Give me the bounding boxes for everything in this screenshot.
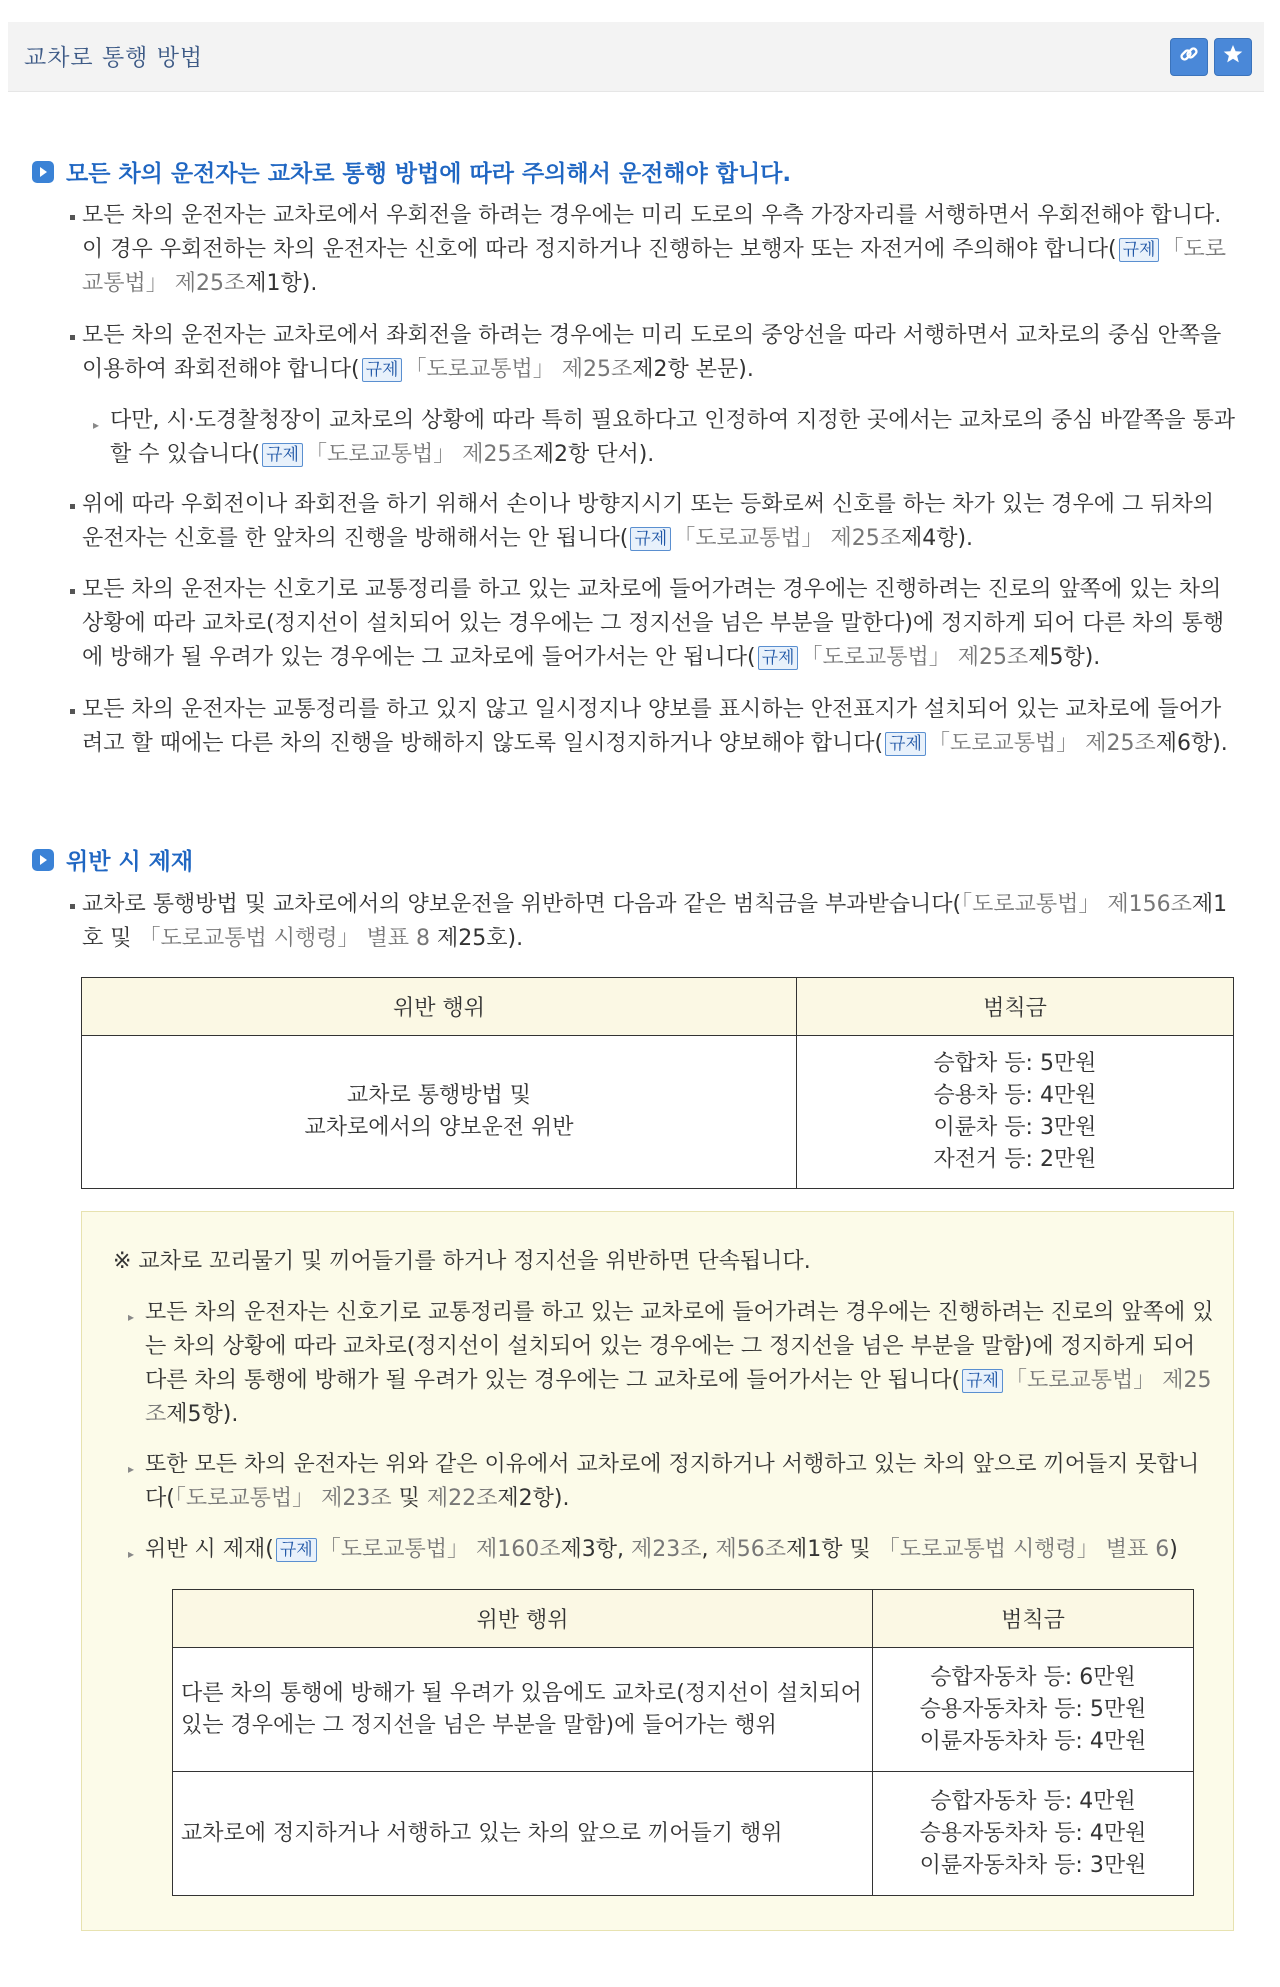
fine-table (81, 977, 1234, 1189)
law-link[interactable]: 「도로교통법」 제25조 (145, 1368, 1212, 1427)
link-button[interactable] (1170, 38, 1208, 76)
law-link[interactable]: 「도로교통법 시행령」 별표 6 (877, 1537, 1170, 1562)
list-item: 위에 따라 우회전이나 좌회전을 하기 위해서 손이나 방향지시기 또는 등화로써 신호를 하는 차가 있는 경우에 그 뒤차의 운전자는 신호를 한 앞차의 진행을 방해해서는 안 됩니다( 규제 「도로교통법」 제25조제4항). (82, 492, 1214, 551)
page-title: 교차로 통행 방법 (24, 45, 204, 71)
fine-cell: 승합자동차 등: 6만원 승용자동차차 등: 5만원 이륜자동차차 등: 4만원 (873, 1648, 1194, 1772)
law-link[interactable]: 제23조 (630, 1537, 702, 1562)
table-header-row (82, 978, 1234, 1036)
list-item: 교차로 통행방법 및 교차로에서의 양보운전을 위반하면 다음과 같은 범칙금을 부과받습니다(「도로교통법」 제156조제1호 및 「도로교통법 시행령」 별표 8 제25호). (82, 892, 1228, 951)
bullet-icon (70, 709, 75, 714)
sub-arrow-icon: ▸ (128, 1462, 135, 1476)
table-row (82, 1036, 1234, 1189)
list-item: 모든 차의 운전자는 교통정리를 하고 있지 않고 일시정지나 양보를 표시하는 안전표지가 설치되어 있는 교차로에 들어가려고 할 때에는 다른 차의 진행을 방해하지 않도록 일시정지하거나 양보해야 합니다( 규제 「도로교통법」 제25조제6항). (82, 697, 1228, 756)
note-item: 모든 차의 운전자는 신호기로 교통정리를 하고 있는 교차로에 들어가려는 경우에는 진행하려는 진로의 앞쪽에 있는 차의 상황에 따라 교차로(정지선이 설치되어 있는 경우에는 그 정지선을 넘은 부분을 말함)에 정지하게 되어 다른 차의 통행에 방해가 될 우려가 있는 경우에는 그 교차로에 들어가서는 안 됩니다( 규제 「도로교통법」 제25조제5항). (145, 1300, 1214, 1427)
note-title: ※ 교차로 꼬리물기 및 끼어들기를 하거나 정지선을 위반하면 단속됩니다. (113, 1249, 811, 1274)
fine-cell: 승합자동차 등: 4만원 승용자동차차 등: 4만원 이륜자동차차 등: 3만원 (873, 1772, 1194, 1896)
favorite-button[interactable] (1214, 38, 1252, 76)
regulation-badge[interactable]: 규제 (262, 443, 303, 467)
law-link[interactable]: 「도로교통법」 제160조 (318, 1537, 561, 1562)
law-link[interactable]: 「도로교통법」 제25조 (800, 645, 1029, 670)
regulation-badge[interactable]: 규제 (1119, 238, 1160, 262)
violation-cell: 다른 차의 통행에 방해가 될 우려가 있음에도 교차로(정지선이 설치되어 있는 경우에는 그 정지선을 넘은 부분을 말함)에 들어가는 행위 (173, 1648, 873, 1772)
list-item: 모든 차의 운전자는 교차로에서 우회전을 하려는 경우에는 미리 도로의 우측 가장자리를 서행하면서 우회전해야 합니다. 이 경우 우회전하는 차의 운전자는 신호에 따라 정지하거나 진행하는 보행자 또는 자전거에 주의해야 합니다( 규제 「도로교통법」 제25조제1항). (82, 203, 1226, 296)
note-item: 또한 모든 차의 운전자는 위와 같은 이유에서 교차로에 정지하거나 서행하고 있는 차의 앞으로 끼어들지 못합니다(「도로교통법」 제23조 및 제22조제2항). (145, 1452, 1200, 1511)
law-link[interactable]: 「도로교통법」 제25조 (404, 357, 633, 382)
sub-arrow-icon: ▸ (93, 418, 100, 432)
note-item: 위반 시 제재( 규제 「도로교통법」 제160조제3항, 제23조, 제56조제1항 및 「도로교통법 시행령」 별표 6) (145, 1537, 1178, 1562)
violation-cell: 교차로 통행방법 및 교차로에서의 양보운전 위반 (82, 1036, 797, 1189)
list-item: 모든 차의 운전자는 교차로에서 좌회전을 하려는 경우에는 미리 도로의 중앙선을 따라 서행하면서 교차로의 중심 안쪽을 이용하여 좌회전해야 합니다( 규제 「도로교통법」 제25조제2항 본문). (82, 323, 1222, 382)
table-row (173, 1648, 1194, 1772)
law-link[interactable]: 「도로교통법」 제25조 (82, 237, 1226, 296)
bullet-icon (70, 504, 75, 509)
law-link[interactable]: 「도로교통법」 제23조 (174, 1486, 392, 1511)
law-link[interactable]: 「도로교통법」 제25조 (673, 526, 901, 551)
fine-cell: 승합차 등: 5만원 승용차 등: 4만원 이륜차 등: 3만원 자전거 등: 2만원 (797, 1036, 1234, 1189)
section-heading-traffic-method: 모든 차의 운전자는 교차로 통행 방법에 따라 주의해서 운전해야 합니다. (32, 155, 791, 188)
bullet-icon (70, 335, 75, 340)
law-link[interactable]: 제56조 (715, 1537, 786, 1562)
intersection-fine-table (172, 1589, 1194, 1896)
section-arrow-icon (32, 849, 54, 871)
bullet-icon (70, 904, 75, 909)
bullet-icon (70, 589, 75, 594)
table-header-cell: 범칙금 (873, 1590, 1194, 1648)
regulation-badge[interactable]: 규제 (962, 1369, 1003, 1393)
link-icon (1178, 43, 1200, 71)
star-icon (1222, 43, 1244, 71)
section-heading-sanctions: 위반 시 제재 (32, 843, 193, 876)
table-header-cell: 범칙금 (797, 978, 1234, 1036)
law-link[interactable]: 「도로교통법」 제156조 (961, 892, 1192, 917)
table-header-cell: 위반 행위 (173, 1590, 873, 1648)
regulation-badge[interactable]: 규제 (885, 732, 926, 756)
law-link[interactable]: 「도로교통법 시행령」 별표 8 (138, 926, 430, 951)
bullet-icon (70, 215, 75, 220)
page-header (8, 22, 1264, 92)
sub-arrow-icon: ▸ (128, 1547, 135, 1561)
regulation-badge[interactable]: 규제 (276, 1538, 317, 1562)
list-sub-item: 다만, 시·도경찰청장이 교차로의 상황에 따라 특히 필요하다고 인정하여 지정한 곳에서는 교차로의 중심 바깥쪽을 통과할 수 있습니다( 규제 「도로교통법」 제25조제2항 단서). (110, 408, 1235, 467)
list-item: 모든 차의 운전자는 신호기로 교통정리를 하고 있는 교차로에 들어가려는 경우에는 진행하려는 진로의 앞쪽에 있는 차의 상황에 따라 교차로(정지선이 설치되어 있는 경우에는 그 정지선을 넘은 부분을 말한다)에 정지하게 되어 다른 차의 통행에 방해가 될 우려가 있는 경우에는 그 교차로에 들어가서는 안 됩니다( 규제 「도로교통법」 제25조제5항). (82, 577, 1225, 670)
table-header-row (173, 1590, 1194, 1648)
law-link[interactable]: 제22조 (426, 1486, 498, 1511)
violation-cell: 교차로에 정지하거나 서행하고 있는 차의 앞으로 끼어들기 행위 (173, 1772, 873, 1896)
law-link[interactable]: 「도로교통법」 제25조 (927, 731, 1156, 756)
law-link[interactable]: 「도로교통법」 제25조 (304, 442, 533, 467)
regulation-badge[interactable]: 규제 (362, 358, 403, 382)
regulation-badge[interactable]: 규제 (758, 646, 799, 670)
section-arrow-icon (32, 161, 54, 183)
regulation-badge[interactable]: 규제 (630, 527, 671, 551)
sub-arrow-icon: ▸ (128, 1310, 135, 1324)
table-row (173, 1772, 1194, 1896)
table-header-cell: 위반 행위 (82, 978, 797, 1036)
